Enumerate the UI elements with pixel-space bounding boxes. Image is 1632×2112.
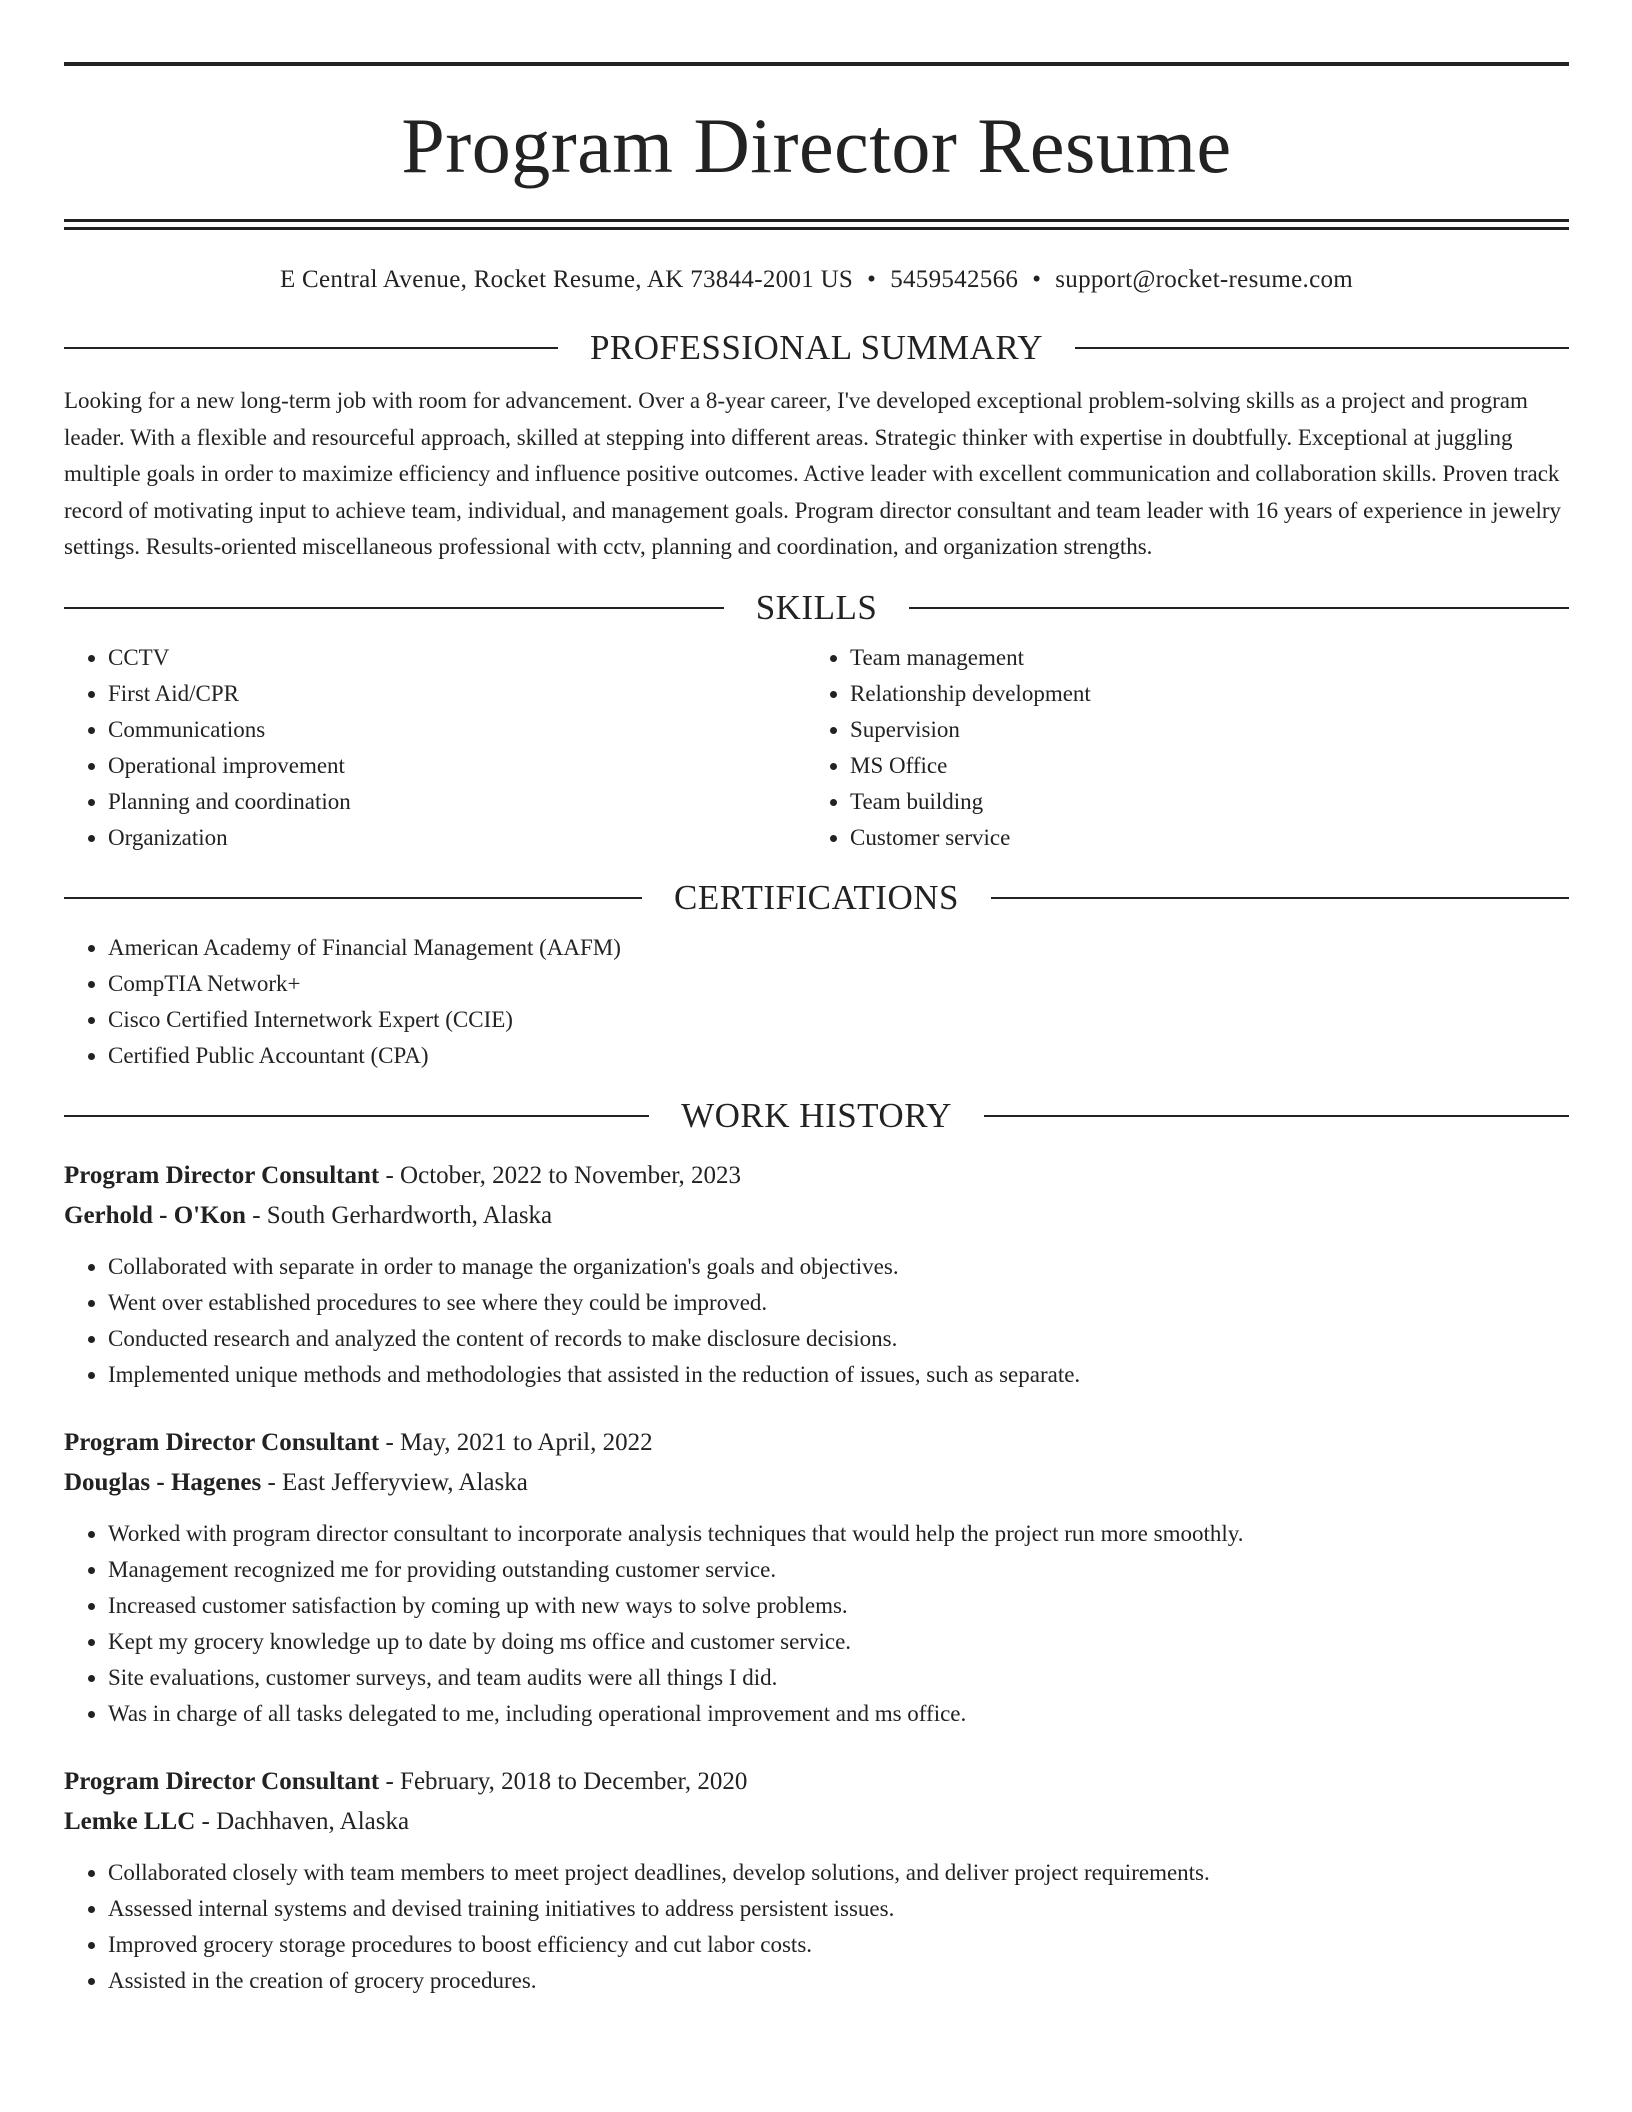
- job-dates: - October, 2022 to November, 2023: [379, 1161, 742, 1189]
- skill-item: • Operational improvement: [108, 748, 806, 784]
- job-company-line: [64, 1196, 1569, 1236]
- section-rule-right: [984, 1115, 1569, 1117]
- skill-item: • CCTV: [108, 640, 806, 676]
- section-rule-right: [991, 897, 1569, 899]
- job-title: Program Director Consultant: [64, 1161, 380, 1189]
- job-bullet: • Increased customer satisfaction by coming up with new ways to solve problems.: [108, 1588, 1569, 1624]
- job-dates: - February, 2018 to December, 2020: [379, 1767, 748, 1795]
- job-entry: [64, 1156, 1569, 1393]
- summary-section-header: [64, 328, 1569, 368]
- job-bullet: • Assisted in the creation of grocery procedures.: [108, 1963, 1569, 1999]
- job-bullet: • Site evaluations, customer surveys, and team audits were all things I did.: [108, 1660, 1569, 1696]
- skill-item: • Communications: [108, 712, 806, 748]
- job-location: - East Jefferyview, Alaska: [261, 1468, 528, 1496]
- job-bullet: • Implemented unique methods and methodologies that assisted in the reduction of issues, such as separate.: [108, 1357, 1569, 1393]
- job-bullet: • Collaborated with separate in order to manage the organization's goals and objectives.: [108, 1249, 1569, 1285]
- job-bullet: • Conducted research and analyzed the content of records to make disclosure decisions.: [108, 1321, 1569, 1357]
- title-double-rule: [64, 219, 1569, 229]
- job-bullet: • Management recognized me for providing outstanding customer service.: [108, 1552, 1569, 1588]
- job-company: Douglas - Hagenes: [64, 1468, 262, 1496]
- summary-text: Looking for a new long-term job with room for advancement. Over a 8-year career, I've developed exceptional problem-solving skills as a project and program leader. With a flexible and resourceful approach, skilled at stepping into different areas. Strategic thinker with expertise in doubtfully. Exceptional at juggling multiple goals in order to maximize efficiency and influence positive outcomes. Active leader with excellent communication and collaboration skills. Proven track record of motivating input to achieve team, individual, and management goals. Program director consultant and team leader with 16 years of experience in jewelry settings. Results-oriented miscellaneous professional with cctv, planning and coordination, and organization strengths.: [64, 388, 1562, 559]
- contact-separator: •: [1032, 266, 1042, 293]
- job-title-line: [64, 1156, 1569, 1196]
- section-rule-right: [1075, 347, 1569, 349]
- section-rule-left: [64, 897, 642, 899]
- contact-separator: •: [867, 266, 877, 293]
- certifications-section-header: [64, 878, 1569, 918]
- skills-heading: SKILLS: [755, 587, 878, 627]
- section-rule-right: [909, 607, 1569, 609]
- job-bullets: [64, 1855, 1569, 1999]
- job-dates: - May, 2021 to April, 2022: [379, 1428, 653, 1456]
- skill-item: • Team building: [850, 784, 1548, 820]
- contact-phone: 5459542566: [890, 266, 1019, 293]
- section-rule-left: [64, 1115, 649, 1117]
- skill-item: • Organization: [108, 820, 806, 856]
- job-bullet: • Improved grocery storage procedures to boost efficiency and cut labor costs.: [108, 1927, 1569, 1963]
- skill-item: • Team management: [850, 640, 1548, 676]
- top-rule: [64, 62, 1569, 66]
- skills-section-header: [64, 588, 1569, 628]
- job-company-line: [64, 1802, 1569, 1842]
- job-title-line: [64, 1762, 1569, 1802]
- job-bullets: [64, 1516, 1569, 1732]
- skill-item: • Supervision: [850, 712, 1548, 748]
- resume-page: [64, 62, 1569, 1999]
- skills-list: [64, 640, 1569, 856]
- job-location: - Dachhaven, Alaska: [195, 1807, 410, 1835]
- job-bullet: • Collaborated closely with team members to meet project deadlines, develop solutions, and deliver project requirements.: [108, 1855, 1569, 1891]
- work-heading: WORK HISTORY: [681, 1095, 952, 1135]
- certifications-heading: CERTIFICATIONS: [674, 877, 959, 917]
- job-bullet: • Assessed internal systems and devised training initiatives to address persistent issues.: [108, 1891, 1569, 1927]
- job-entry: [64, 1423, 1569, 1732]
- skills-column-left: [64, 640, 806, 856]
- certification-item: • CompTIA Network+: [108, 966, 1569, 1002]
- job-company: Gerhold - O'Kon: [64, 1201, 246, 1229]
- job-bullets: [64, 1249, 1569, 1393]
- skill-item: • Relationship development: [850, 676, 1548, 712]
- skill-item: • Customer service: [850, 820, 1548, 856]
- section-rule-left: [64, 347, 558, 349]
- certifications-list: [64, 930, 1569, 1074]
- skill-item: • MS Office: [850, 748, 1548, 784]
- job-location: - South Gerhardworth, Alaska: [245, 1201, 553, 1229]
- job-company: Lemke LLC: [64, 1807, 196, 1835]
- work-section-header: [64, 1096, 1569, 1136]
- job-title: Program Director Consultant: [64, 1428, 380, 1456]
- contact-email: support@rocket-resume.com: [1055, 266, 1354, 293]
- skills-column-right: [806, 640, 1548, 856]
- job-bullet: • Was in charge of all tasks delegated to me, including operational improvement and ms office.: [108, 1696, 1569, 1732]
- section-rule-left: [64, 607, 724, 609]
- contact-address: E Central Avenue, Rocket Resume, AK 73844-2001 US: [279, 266, 854, 293]
- certification-item: • Certified Public Accountant (CPA): [108, 1038, 1569, 1074]
- job-title: Program Director Consultant: [64, 1767, 380, 1795]
- page-title: Program Director Resume: [401, 102, 1232, 189]
- job-title-line: [64, 1423, 1569, 1463]
- certification-item: • American Academy of Financial Management (AAFM): [108, 930, 1569, 966]
- summary-heading: PROFESSIONAL SUMMARY: [589, 328, 1044, 367]
- job-entry: [64, 1762, 1569, 1999]
- job-bullet: • Worked with program director consultant to incorporate analysis techniques that would help the project run more smoothly.: [108, 1516, 1569, 1552]
- job-bullet: • Went over established procedures to see where they could be improved.: [108, 1285, 1569, 1321]
- job-bullet: • Kept my grocery knowledge up to date by doing ms office and customer service.: [108, 1624, 1569, 1660]
- skill-item: • First Aid/CPR: [108, 676, 806, 712]
- certification-item: • Cisco Certified Internetwork Expert (CCIE): [108, 1002, 1569, 1038]
- job-company-line: [64, 1463, 1569, 1503]
- skill-item: • Planning and coordination: [108, 784, 806, 820]
- contact-line: [64, 266, 1569, 294]
